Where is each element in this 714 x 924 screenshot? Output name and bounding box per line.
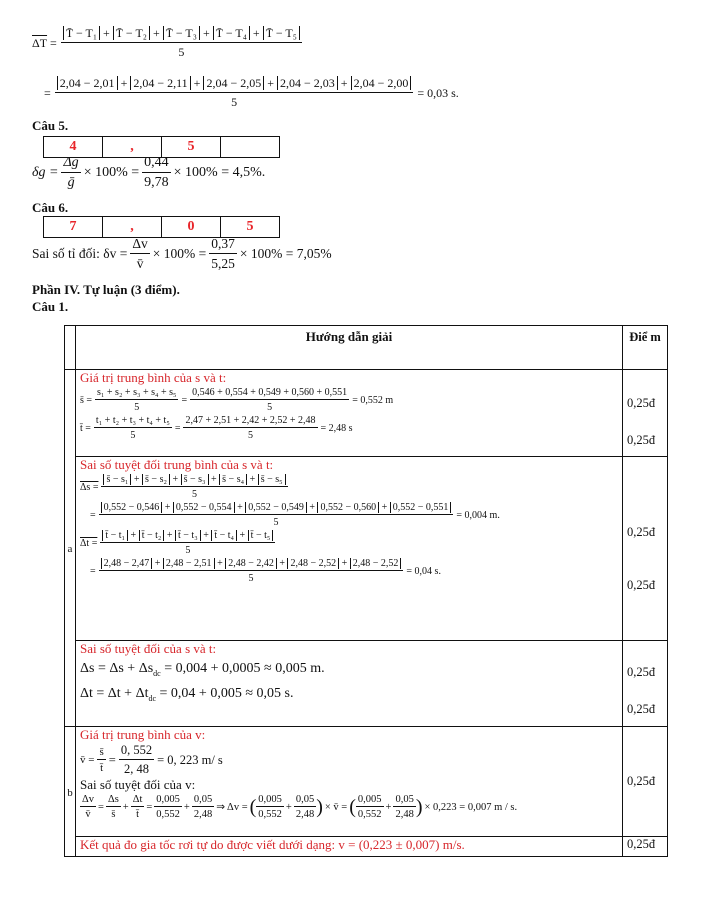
- ds-total-sub: dc: [153, 668, 161, 678]
- abs-term: s̄ − s₂: [142, 474, 170, 485]
- ds-values-formula: = 0,552 − 0,546 + 0,552 − 0,554 + 0,552 − 0,549 + 0,552 − 0,560 + 0,552 − 0,551 5 = 0,004 m.: [90, 502, 500, 528]
- q4-denominator: 5: [178, 45, 185, 59]
- v-mean-formula: v̄ = $\frac{s̄}{t̄}$ = $\frac{0, 552}{2, 48}$ = 0, 223 m/ s: [80, 743, 223, 776]
- paren2-frac5-num: 0,05: [395, 794, 414, 805]
- paren2-frac5-den: 2,48: [395, 809, 414, 820]
- block2-points-cell: [623, 457, 668, 641]
- q4-lhs: $\overline{\Delta T}$: [32, 35, 48, 50]
- plus-sign: +: [306, 502, 318, 513]
- ds-mean-num: [101, 474, 287, 487]
- abs-term: t̄ − t₂: [139, 530, 165, 541]
- table-header-row: [65, 326, 668, 370]
- final-result-text: Kết quả đo gia tốc rơi tự do được viết dưới dạng: v = (0,223 ± 0,007) m/s.: [80, 837, 465, 852]
- q6-title: Câu 6.: [32, 200, 69, 215]
- plus-sign: +: [249, 26, 263, 40]
- abs-term: T̄ − T₄: [213, 26, 250, 40]
- block4-points: 0,25đ: [627, 774, 656, 788]
- label-b: b: [67, 786, 73, 799]
- q6-answer-box: [43, 216, 280, 238]
- paren1-frac5-num: 0,05: [295, 794, 315, 805]
- q6-formula: [32, 236, 332, 272]
- dt-frac-den: t̄: [136, 809, 139, 820]
- block1-heading: Giá trị trung bình của s và t:: [80, 370, 227, 385]
- plus-sign: +: [152, 558, 163, 569]
- plus-sign: +: [237, 530, 248, 541]
- dv-frac-num: Δv: [82, 794, 95, 805]
- abs-term: T̄ − T₁: [63, 26, 100, 40]
- abs-term: s̄ − s₅: [258, 474, 286, 485]
- q5-result: × 100% = 4,5%.: [173, 165, 266, 180]
- q4-numerator: [61, 26, 302, 43]
- dt-mean-lhs: Δt =: [80, 537, 98, 549]
- answer-cell: 5: [246, 219, 254, 234]
- implies-dv: ⇒ Δv =: [216, 802, 248, 813]
- t-mean-num: t₁ + t₂ + t₃ + t₄ + t₅: [95, 415, 170, 426]
- plus-sign: +: [234, 502, 246, 513]
- dv-result: × 0,223 = 0,007 m / s.: [424, 801, 518, 813]
- ds-frac-den: s̄: [111, 809, 116, 820]
- answer-cell: 5: [162, 137, 221, 157]
- ds-points: 0,25đ: [627, 525, 656, 539]
- block4-heading: Giá trị trung bình của v:: [80, 727, 206, 742]
- dt-total-line: [80, 686, 618, 703]
- t-mean-points: 0,25đ: [627, 433, 656, 447]
- q6-frac2-den: 5,25: [211, 256, 235, 271]
- dt-values-formula: = 2,48 − 2,47 + 2,48 − 2,51 + 2,48 − 2,42 + 2,48 − 2,52 + 2,48 − 2,52 5 = 0,04 s.: [90, 558, 441, 584]
- dt-values-num: [99, 558, 404, 571]
- plus-sign: +: [117, 76, 131, 90]
- frac4-num: 0,005: [156, 794, 180, 805]
- label-a-cell: [65, 370, 76, 727]
- header-label-cell: [65, 326, 76, 370]
- q4-delta-t-formula: $\overline{\Delta T}$ = $\frac{\text{T̄ − T₁ + T̄ − T₂ + T̄ − T₃ + T̄ − T₄ + T̄ − T₅}}{5}$: [32, 26, 302, 60]
- ds-frac-num: Δs: [107, 794, 119, 805]
- solution-table: [64, 325, 668, 857]
- plus-sign: +: [149, 26, 163, 40]
- dt-total-expr: Δt = Δt + Δt: [80, 685, 149, 701]
- table-row: [65, 457, 668, 641]
- dt-total-rest: = 0,04 + 0,005 ≈ 0,05 s.: [159, 685, 294, 701]
- header-points: Điể m: [629, 330, 661, 344]
- q4-result: = 0,03 s.: [417, 85, 459, 100]
- t-mean-lhs: t̄ =: [80, 422, 91, 434]
- frac5-num: 0,05: [193, 794, 213, 805]
- s-mean-den: 5: [134, 402, 140, 413]
- plus-sign: +: [264, 76, 278, 90]
- dt-mean-den: 5: [185, 545, 191, 556]
- block4-points-cell: [623, 727, 668, 837]
- dt-result: = 0,04 s.: [406, 565, 441, 577]
- header-points-cell: [623, 326, 668, 370]
- plus-sign: +: [164, 530, 176, 541]
- q6-times: × 100% =: [152, 246, 207, 261]
- plus-sign: +: [162, 502, 173, 513]
- dt-frac-num: Δt: [132, 794, 143, 805]
- paren1-frac4-den: 0,552: [258, 809, 282, 820]
- abs-value-term: 0,552 − 0,554: [173, 502, 235, 513]
- dv-frac-den: v̄: [85, 809, 91, 820]
- abs-term: T̄ − T₅: [263, 26, 300, 40]
- ds-values-den: 5: [273, 517, 279, 528]
- dt-points: 0,25đ: [627, 578, 656, 592]
- table-row: [65, 727, 668, 837]
- answer-cell: [221, 137, 279, 157]
- q4-values-numerator: [55, 76, 414, 93]
- block3-heading: Sai số tuyệt đối của s và t:: [80, 641, 217, 656]
- plus-sign: +: [208, 474, 220, 485]
- q6-label: Sai số tỉ đối: δv =: [32, 246, 128, 261]
- abs-term: t̄ − t₃: [175, 530, 201, 541]
- s-mean-values-den: 5: [267, 402, 273, 413]
- paren1-frac4-num: 0,005: [258, 794, 282, 805]
- dt-values-den: 5: [248, 573, 254, 584]
- dt-total-sub: dc: [148, 693, 157, 703]
- block5-points-cell: [623, 837, 668, 857]
- q5-frac2-num: 0,44: [142, 155, 171, 173]
- q6-result: × 100% = 7,05%: [239, 246, 332, 261]
- abs-term: t̄ − t₁: [102, 530, 128, 541]
- ds-mean-lhs: Δs =: [80, 481, 99, 493]
- s-mean-points: 0,25đ: [627, 396, 656, 410]
- ds-values-num: [99, 502, 454, 515]
- abs-value-term: 2,04 − 2,11: [130, 76, 190, 90]
- abs-value-term: 0,552 − 0,549: [245, 502, 307, 513]
- answer-cell: ,: [103, 137, 162, 157]
- label-b-cell: [65, 727, 76, 857]
- plus-sign: +: [199, 26, 213, 40]
- ds-total-line: [80, 661, 618, 678]
- ds-mean-formula: [80, 474, 618, 500]
- ds-mean-den: 5: [192, 489, 198, 500]
- abs-value-term: 2,48 − 2,52: [350, 558, 402, 569]
- t-mean-values-num: 2,47 + 2,51 + 2,42 + 2,52 + 2,48: [185, 415, 316, 426]
- block5-cell: [76, 837, 623, 857]
- t-mean-formula: t̄ = $\frac{\text{t₁ + t₂ + t₃ + t₄ + t₅}}{5}$ = $\frac{2,47 + 2,51 + 2,42 + 2,52 + 2,48}{5}$ = 2,48 s: [80, 415, 353, 441]
- abs-value-term: 0,552 − 0,560: [317, 502, 379, 513]
- plus-sign: +: [337, 76, 351, 90]
- dv-formula: $\frac{\Delta v}{v̄}$ = $\frac{\Delta s}{s̄}$ + $\frac{\Delta t}{t̄}$ = $\frac{0,005}{0,552}$ + $\frac{0,05}{2,48}$ ⇒ Δv = ( $\frac{0,005}{0,552}$ + $\frac{0,05}{2,48}$ ) × v̄ = ( $\frac{0,005}{0,552}$ + $\frac{0,05}{2,48}$ ) × 0,223 = 0,007 m / s.: [82, 794, 518, 820]
- block3-points-cell: [623, 641, 668, 727]
- ds-total-expr: Δs = Δs + Δs: [80, 661, 154, 676]
- abs-value-term: 0,552 − 0,551: [390, 502, 452, 513]
- s-mean-formula: s̄ = $\frac{\text{s₁ + s₂ + s₃ + s₄ + s₅}}{5}$ = $\frac{0,546 + 0,554 + 0,549 + 0,560 + 0,551}{5}$ = 0,552 m: [80, 387, 394, 413]
- plus-sign: +: [169, 474, 181, 485]
- answer-cell: 7: [44, 217, 103, 237]
- header-solution-cell: [76, 326, 623, 370]
- plus-sign: +: [190, 76, 204, 90]
- block2-cell: [76, 457, 623, 641]
- abs-term: s̄ − s₄: [219, 474, 247, 485]
- dt-mean-num: [100, 530, 275, 543]
- plus-sign: +: [339, 558, 350, 569]
- paren2-frac4-den: 0,552: [357, 809, 382, 820]
- q5-frac2-den: 9,78: [144, 175, 169, 190]
- block3-cell: [76, 641, 623, 727]
- answer-cell: ,: [103, 217, 162, 237]
- plus-sign: +: [131, 474, 143, 485]
- paren2-frac4-num: 0,005: [357, 794, 382, 805]
- ds-result: = 0,004 m.: [456, 509, 500, 521]
- part4-title: Phần IV. Tự luận (3 điểm).: [32, 282, 180, 297]
- s-mean-result: = 0,552 m: [352, 394, 394, 406]
- frac4-den: 0,552: [156, 809, 180, 820]
- q5-frac1-num: Δg: [61, 155, 80, 173]
- s-mean-lhs: s̄ =: [80, 394, 93, 406]
- table-row: [65, 370, 668, 457]
- answer-cell: 4: [44, 137, 103, 157]
- plus-sign: +: [100, 26, 113, 40]
- q5-lhs: δg =: [32, 165, 59, 180]
- paren1-frac5-den: 2,48: [295, 809, 315, 820]
- abs-term: T̄ − T₂: [113, 26, 150, 40]
- plus-sign: +: [214, 558, 226, 569]
- block5-points: 0,25đ: [627, 837, 656, 851]
- abs-value-term: 2,48 − 2,51: [163, 558, 215, 569]
- block4-subheading: Sai số tuyệt đối của v:: [80, 777, 196, 792]
- dt-total-points: 0,25đ: [627, 702, 656, 716]
- v-mean-num: s̄: [99, 746, 104, 758]
- part4-question: Câu 1.: [32, 299, 69, 314]
- v-mean-values-den: 2, 48: [123, 762, 149, 776]
- q4-values-formula: = 2,04 − 2,01 + 2,04 − 2,11 + 2,04 − 2,05 + 2,04 − 2,03 + 2,04 − 2,00 5 = 0,03 s.: [44, 76, 459, 109]
- q4-values-denominator: 5: [231, 95, 238, 109]
- ds-total-rest: = 0,004 + 0,0005 ≈ 0,005 m.: [164, 661, 325, 676]
- q6-frac2-num: 0,37: [209, 236, 237, 254]
- v-mean-den: t̄: [100, 762, 104, 774]
- q5-times: × 100% =: [83, 165, 140, 180]
- abs-value-term: 0,552 − 0,546: [101, 502, 163, 513]
- t-mean-result: = 2,48 s: [320, 422, 353, 434]
- table-row: [65, 837, 668, 857]
- abs-term: t̄ − t₄: [211, 530, 237, 541]
- answer-cell: 0: [162, 217, 221, 237]
- q6-frac1-den: v̄: [136, 256, 144, 271]
- t-mean-den: 5: [130, 430, 136, 441]
- abs-value-term: 2,48 − 2,52: [287, 558, 339, 569]
- abs-value-term: 2,04 − 2,03: [277, 76, 338, 90]
- plus-sign: +: [200, 530, 212, 541]
- abs-value-term: 2,04 − 2,00: [351, 76, 412, 90]
- v-mean-lhs: v̄ =: [80, 754, 95, 766]
- s-mean-values-num: 0,546 + 0,554 + 0,549 + 0,560 + 0,551: [192, 387, 348, 398]
- table-row: [65, 641, 668, 727]
- block4-cell: [76, 727, 623, 837]
- plus-sign: +: [379, 502, 390, 513]
- abs-value-term: 2,04 − 2,01: [57, 76, 118, 90]
- s-mean-num: s₁ + s₂ + s₃ + s₄ + s₅: [97, 387, 177, 398]
- block1-points-cell: [623, 370, 668, 457]
- q5-formula: [32, 155, 265, 191]
- plus-sign: +: [276, 558, 288, 569]
- frac5-den: 2,48: [193, 809, 213, 820]
- q5-title: Câu 5.: [32, 118, 69, 133]
- q5-frac1-den: ḡ: [67, 175, 75, 190]
- abs-term: s̄ − s₁: [103, 474, 131, 485]
- abs-value-term: 2,48 − 2,47: [101, 558, 153, 569]
- label-a: a: [67, 543, 73, 555]
- v-mean-result: = 0, 223 m/ s: [157, 752, 223, 767]
- times-vbar: × v̄ =: [324, 801, 348, 813]
- block2-heading: Sai số tuyệt đối trung bình của s và t:: [80, 457, 274, 472]
- plus-sign: +: [247, 474, 258, 485]
- block1-cell: [76, 370, 623, 457]
- abs-value-term: 2,48 − 2,42: [225, 558, 277, 569]
- dt-mean-formula: [80, 530, 618, 556]
- abs-term: s̄ − s₃: [181, 474, 209, 485]
- v-mean-values-num: 0, 552: [119, 743, 154, 760]
- abs-term: T̄ − T₃: [163, 26, 200, 40]
- t-mean-values-den: 5: [247, 430, 253, 441]
- header-solution: Hướng dẫn giải: [305, 329, 393, 344]
- abs-value-term: 2,04 − 2,05: [203, 76, 264, 90]
- plus-sign: +: [128, 530, 139, 541]
- abs-term: t̄ − t₅: [248, 530, 274, 541]
- ds-total-points: 0,25đ: [627, 665, 656, 679]
- q6-frac1-num: Δv: [130, 236, 149, 254]
